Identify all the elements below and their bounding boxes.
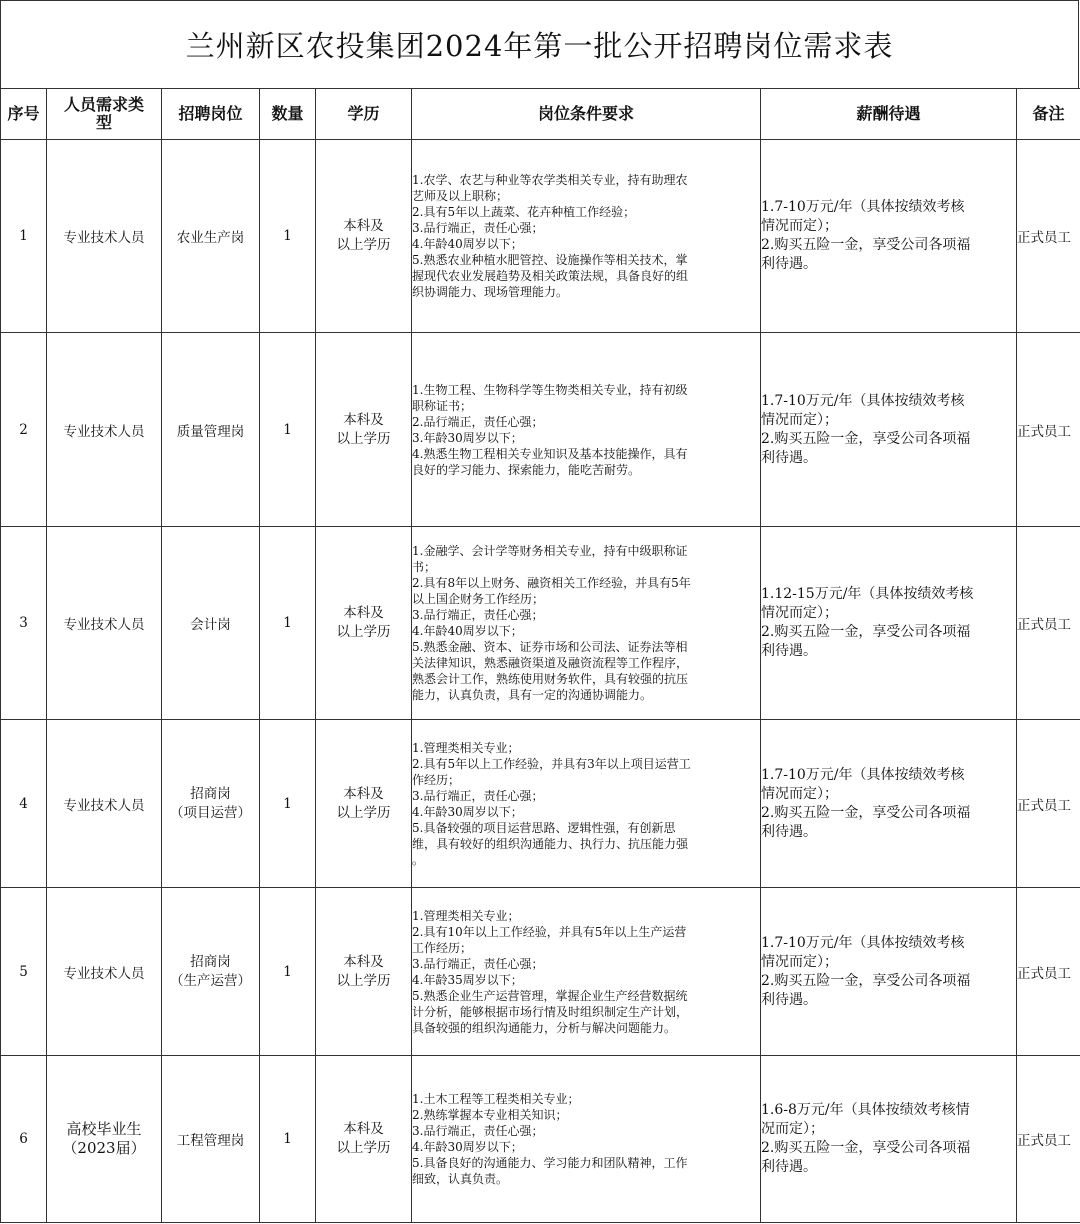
cell-position — [162, 527, 260, 720]
education-line1: 本科及 — [343, 605, 384, 621]
requirement-line: 能力，认真负责，具有一定的沟通协调能力。 — [412, 688, 653, 702]
requirement-line: 织协调能力、现场管理能力。 — [412, 285, 569, 299]
requirement-line: 2.具有5年以上工作经验，并具有3年以上项目运营工 — [412, 756, 691, 771]
salary-line: 利待遇。 — [761, 643, 817, 659]
cell-remark: 正式员工 — [1017, 333, 1080, 527]
cell-education — [316, 1056, 412, 1223]
header-type-line1: 人员需求类 — [63, 95, 144, 114]
requirement-line: 。 — [412, 852, 425, 867]
cell-type — [47, 1056, 162, 1223]
education-line2: 以上学历 — [336, 237, 391, 253]
cell-count: 1 — [260, 720, 316, 888]
table-row — [1, 527, 1080, 720]
salary-line: 利待遇。 — [761, 256, 817, 272]
salary-line: 1.6-8万元/年（具体按绩效考核情 — [761, 1102, 970, 1118]
salary-line: 利待遇。 — [761, 823, 817, 840]
cell-salary — [761, 1056, 1017, 1223]
salary-line: 利待遇。 — [761, 449, 817, 466]
cell-type: 专业技术人员 — [47, 888, 162, 1056]
requirement-line: 4.年龄35周岁以下； — [412, 972, 523, 987]
cell-position — [162, 1056, 260, 1223]
requirement-line: 3.年龄30周岁以下； — [412, 430, 523, 445]
education-line2: 以上学历 — [336, 972, 391, 989]
header-type-line2: 型 — [95, 113, 112, 132]
requirement-line: 5.熟悉农业种植水肥管控、设施操作等相关技术，掌 — [412, 253, 688, 267]
salary-line: 情况而定）； — [761, 953, 838, 970]
requirement-line: 维，具有较好的组织沟通能力、执行力、抗压能力强 — [412, 836, 689, 851]
cell-remark: 正式员工 — [1017, 1056, 1080, 1223]
header-type — [47, 89, 162, 140]
education-line1: 本科及 — [343, 218, 384, 234]
salary-line: 1.7-10万元/年（具体按绩效考核 — [761, 934, 965, 951]
salary-line: 2.购买五险一金，享受公司各项福 — [761, 237, 971, 253]
cell-seq: 1 — [1, 140, 47, 333]
cell-education — [316, 888, 412, 1056]
requirement-line: 握现代农业发展趋势及相关政策法规，具备良好的组 — [412, 269, 689, 283]
salary-line: 情况而定）； — [761, 218, 838, 234]
education-line2: 以上学历 — [336, 430, 391, 447]
requirement-line: 作经历； — [412, 772, 461, 787]
salary-line: 2.购买五险一金，享受公司各项福 — [761, 624, 971, 640]
cell-position — [162, 720, 260, 888]
requirement-line: 工作经历； — [412, 940, 473, 955]
salary-line: 2.购买五险一金，享受公司各项福 — [761, 430, 971, 447]
salary-line: 况而定）； — [761, 1121, 824, 1137]
requirement-line: 书； — [412, 560, 437, 574]
requirement-line: 2.熟练掌握本专业相关知识； — [412, 1108, 568, 1122]
requirement-line: 3.品行端正，责任心强； — [412, 788, 544, 803]
cell-education — [316, 720, 412, 888]
page-title: 兰州新区农投集团2024年第一批公开招聘岗位需求表 — [0, 0, 1079, 88]
requirement-line: 1.土木工程等工程类相关专业； — [412, 1092, 580, 1106]
cell-count: 1 — [260, 140, 316, 333]
cell-requirements — [412, 333, 761, 527]
header-count: 数量 — [260, 89, 316, 140]
salary-line: 情况而定）； — [761, 411, 838, 428]
cell-salary — [761, 333, 1017, 527]
salary-line: 情况而定）； — [761, 785, 838, 802]
header-education: 学历 — [316, 89, 412, 140]
education-line1: 本科及 — [343, 1121, 384, 1137]
education-line1: 本科及 — [343, 953, 384, 970]
position-line1: 质量管理岗 — [176, 423, 245, 440]
cell-count: 1 — [260, 1056, 316, 1223]
cell-education — [316, 333, 412, 527]
salary-line: 1.12-15万元/年（具体按绩效考核 — [761, 586, 974, 602]
requirement-line: 5.具备良好的沟通能力、学习能力和团队精神，工作 — [412, 1156, 688, 1170]
cell-count: 1 — [260, 888, 316, 1056]
requirement-line: 具备较强的组织沟通能力，分析与解决问题能力。 — [412, 1020, 677, 1035]
requirement-line: 2.具有5年以上蔬菜、花卉种植工作经验； — [412, 205, 636, 219]
cell-salary — [761, 140, 1017, 333]
position-line1: 工程管理岗 — [176, 1133, 245, 1149]
header-position: 招聘岗位 — [162, 89, 260, 140]
requirement-line: 3.品行端正，责任心强； — [412, 1124, 544, 1138]
salary-line: 2.购买五险一金，享受公司各项福 — [761, 1140, 971, 1156]
requirement-line: 1.农学、农艺与种业等农学类相关专业，持有助理农 — [412, 173, 688, 187]
table-row — [1, 140, 1080, 333]
cell-requirements — [412, 1056, 761, 1223]
salary-line: 情况而定）； — [761, 605, 838, 621]
cell-count: 1 — [260, 527, 316, 720]
requirement-line: 5.熟悉金融、资本、证券市场和公司法、证券法等相 — [412, 640, 688, 654]
salary-line: 1.7-10万元/年（具体按绩效考核 — [761, 199, 965, 215]
salary-line: 1.7-10万元/年（具体按绩效考核 — [761, 392, 965, 409]
header-row — [1, 89, 1080, 140]
cell-seq: 2 — [1, 333, 47, 527]
salary-line: 1.7-10万元/年（具体按绩效考核 — [761, 766, 965, 783]
table-row — [1, 888, 1080, 1056]
education-line1: 本科及 — [343, 411, 384, 428]
requirement-line: 1.金融学、会计学等财务相关专业，持有中级职称证 — [412, 544, 688, 558]
cell-requirements — [412, 888, 761, 1056]
requirement-line: 4.年龄40周岁以下； — [412, 624, 523, 638]
cell-remark: 正式员工 — [1017, 720, 1080, 888]
requirement-line: 2.品行端正，责任心强； — [412, 414, 544, 429]
requirement-line: 3.品行端正，责任心强； — [412, 608, 544, 622]
education-line2: 以上学历 — [336, 1140, 391, 1156]
cell-seq: 5 — [1, 888, 47, 1056]
cell-type: 专业技术人员 — [47, 140, 162, 333]
position-line1: 会计岗 — [190, 617, 231, 633]
salary-line: 2.购买五险一金，享受公司各项福 — [761, 972, 971, 989]
requirement-line: 4.年龄30周岁以下； — [412, 1140, 523, 1154]
position-line2: （项目运营） — [170, 804, 251, 821]
requirement-line: 3.品行端正，责任心强； — [412, 221, 544, 235]
cell-requirements — [412, 140, 761, 333]
requirement-line: 艺师及以上职称； — [412, 189, 509, 203]
cell-count: 1 — [260, 333, 316, 527]
position-line1: 农业生产岗 — [176, 230, 245, 246]
cell-seq: 6 — [1, 1056, 47, 1223]
position-line1: 招商岗 — [190, 953, 231, 970]
type-line2: （2023届） — [62, 1139, 146, 1157]
cell-position — [162, 333, 260, 527]
requirement-line: 1.管理类相关专业； — [412, 908, 520, 923]
requirement-line: 4.熟悉生物工程相关专业知识及基本技能操作，具有 — [412, 446, 688, 461]
education-line2: 以上学历 — [336, 624, 391, 640]
cell-position — [162, 888, 260, 1056]
requirement-line: 4.年龄40周岁以下； — [412, 237, 523, 251]
requirement-line: 2.具有8年以上财务、融资相关工作经验，并具有5年 — [412, 576, 691, 590]
education-line1: 本科及 — [343, 785, 384, 802]
type-line1: 高校毕业生 — [66, 1120, 142, 1138]
requirement-line: 5.具备较强的项目运营思路、逻辑性强，有创新思 — [412, 820, 676, 835]
requirement-line: 熟悉会计工作，熟练使用财务软件，具有较强的抗压 — [412, 672, 689, 686]
table-row — [1, 720, 1080, 888]
requirement-line: 细致，认真负责。 — [412, 1172, 509, 1186]
recruitment-table — [0, 88, 1080, 1223]
table-row — [1, 1056, 1080, 1223]
education-line2: 以上学历 — [336, 804, 391, 821]
table-row — [1, 333, 1080, 527]
cell-type: 专业技术人员 — [47, 720, 162, 888]
requirement-line: 以上国企财务工作经历； — [412, 592, 545, 606]
cell-type: 专业技术人员 — [47, 527, 162, 720]
cell-seq: 3 — [1, 527, 47, 720]
requirement-line: 1.管理类相关专业； — [412, 740, 520, 755]
requirement-line: 1.生物工程、生物科学等生物类相关专业，持有初级 — [412, 382, 688, 397]
header-seq: 序号 — [1, 89, 47, 140]
cell-remark: 正式员工 — [1017, 140, 1080, 333]
header-remark: 备注 — [1017, 89, 1080, 140]
cell-education — [316, 527, 412, 720]
header-requirements: 岗位条件要求 — [412, 89, 761, 140]
cell-salary — [761, 720, 1017, 888]
requirement-line: 2.具有10年以上工作经验，并具有5年以上生产运营 — [412, 924, 687, 939]
requirement-line: 5.熟悉企业生产运营管理，掌握企业生产经营数据统 — [412, 988, 688, 1003]
cell-remark: 正式员工 — [1017, 527, 1080, 720]
cell-requirements — [412, 527, 761, 720]
requirement-line: 4.年龄30周岁以下； — [412, 804, 523, 819]
position-line1: 招商岗 — [190, 785, 231, 802]
cell-seq: 4 — [1, 720, 47, 888]
header-salary: 薪酬待遇 — [761, 89, 1017, 140]
salary-line: 利待遇。 — [761, 1159, 817, 1175]
salary-line: 利待遇。 — [761, 991, 817, 1008]
position-line2: （生产运营） — [170, 972, 251, 989]
cell-type: 专业技术人员 — [47, 333, 162, 527]
cell-salary — [761, 888, 1017, 1056]
requirement-line: 3.品行端正，责任心强； — [412, 956, 544, 971]
cell-education — [316, 140, 412, 333]
requirement-line: 良好的学习能力、探索能力，能吃苦耐劳。 — [412, 462, 641, 477]
cell-requirements — [412, 720, 761, 888]
requirement-line: 职称证书； — [412, 398, 473, 413]
cell-remark: 正式员工 — [1017, 888, 1080, 1056]
cell-position — [162, 140, 260, 333]
salary-line: 2.购买五险一金，享受公司各项福 — [761, 804, 971, 821]
requirement-line: 关法律知识，熟悉融资渠道及融资流程等工作程序， — [412, 656, 689, 670]
requirement-line: 计分析，能够根据市场行情及时组织制定生产计划， — [412, 1004, 689, 1019]
cell-salary — [761, 527, 1017, 720]
